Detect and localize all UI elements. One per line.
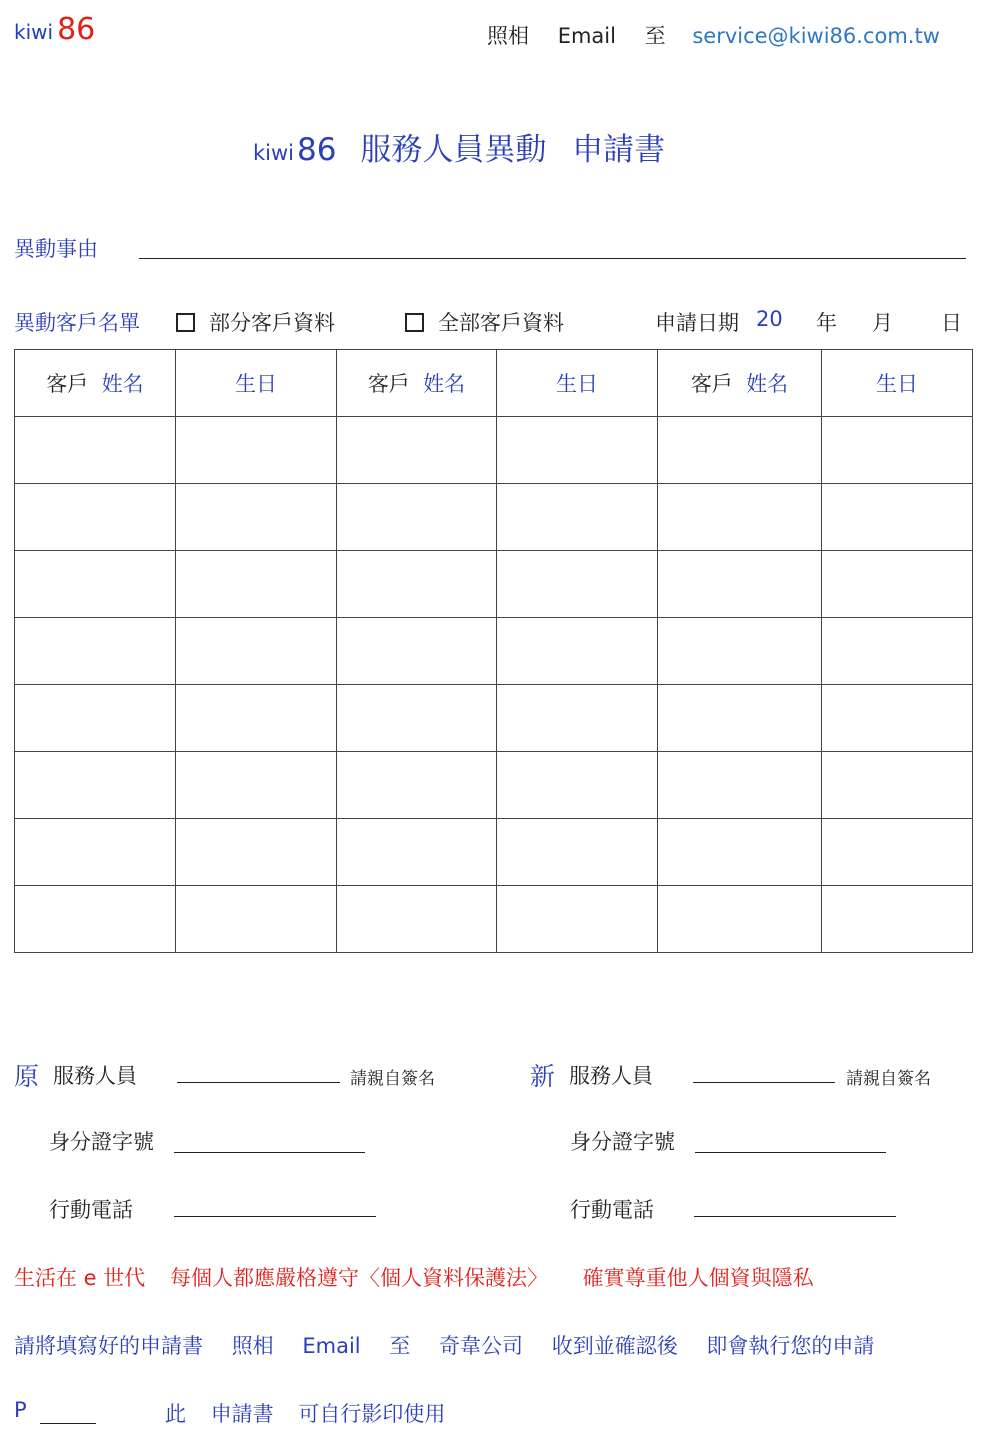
client-name-cell[interactable] bbox=[15, 417, 176, 484]
original-staff-label: 服務人員 bbox=[53, 1064, 137, 1088]
new-sign-note: 請親自簽名 bbox=[846, 1069, 931, 1089]
notice-fill: 請將填寫好的申請書 bbox=[14, 1334, 203, 1358]
original-phone-label: 行動電話 bbox=[49, 1198, 133, 1222]
client-name-cell[interactable] bbox=[337, 551, 497, 618]
table-row bbox=[15, 417, 973, 484]
table-row bbox=[15, 819, 973, 886]
footer-copy-note: 可自行影印使用 bbox=[298, 1402, 446, 1426]
birthday-cell[interactable] bbox=[176, 886, 337, 953]
header-contact bbox=[487, 20, 940, 50]
option-partial[interactable] bbox=[176, 307, 335, 337]
original-signature-line[interactable] bbox=[177, 1082, 340, 1083]
original-phone-line[interactable] bbox=[174, 1216, 376, 1217]
birthday-cell[interactable] bbox=[176, 484, 337, 551]
birthday-cell[interactable] bbox=[497, 886, 658, 953]
birthday-cell[interactable] bbox=[176, 417, 337, 484]
page-prefix: P bbox=[14, 1398, 27, 1422]
notice-part3: 確實尊重他人個資與隱私 bbox=[582, 1266, 814, 1290]
date-prefix: 20 bbox=[756, 307, 783, 331]
birthday-cell[interactable] bbox=[497, 819, 658, 886]
date-year: 年 bbox=[816, 311, 837, 335]
table-row bbox=[15, 484, 973, 551]
footer-note bbox=[165, 1398, 445, 1428]
client-name-cell[interactable] bbox=[15, 618, 176, 685]
option-all[interactable] bbox=[405, 307, 564, 337]
client-name-cell[interactable] bbox=[15, 484, 176, 551]
birthday-cell[interactable] bbox=[176, 752, 337, 819]
new-signature-line[interactable] bbox=[693, 1082, 835, 1083]
original-sign-note: 請親自簽名 bbox=[350, 1069, 435, 1089]
client-name-cell[interactable] bbox=[658, 417, 822, 484]
notice-to: 至 bbox=[389, 1334, 411, 1358]
birthday-cell[interactable] bbox=[822, 618, 973, 685]
header-client-name: 客戶 姓名 bbox=[15, 350, 176, 417]
birthday-cell[interactable] bbox=[176, 685, 337, 752]
birthday-cell[interactable] bbox=[822, 886, 973, 953]
table-row bbox=[15, 551, 973, 618]
header-client-name: 客戶 姓名 bbox=[337, 350, 497, 417]
header-email-address[interactable]: service@kiwi86.com.tw bbox=[692, 24, 940, 48]
original-marker: 原 bbox=[14, 1062, 40, 1091]
footer-this: 此 bbox=[165, 1402, 186, 1426]
client-name-cell[interactable] bbox=[337, 618, 497, 685]
privacy-notice bbox=[14, 1262, 814, 1292]
header-photo: 照相 bbox=[487, 24, 529, 48]
notice-photo: 照相 bbox=[231, 1334, 274, 1358]
reason-input-line[interactable] bbox=[139, 258, 966, 259]
date-day: 日 bbox=[941, 311, 962, 335]
date-month: 月 bbox=[872, 311, 893, 335]
birthday-cell[interactable] bbox=[176, 551, 337, 618]
birthday-cell[interactable] bbox=[497, 685, 658, 752]
new-staff-label: 服務人員 bbox=[569, 1064, 653, 1088]
client-name-cell[interactable] bbox=[658, 484, 822, 551]
client-name-cell[interactable] bbox=[337, 819, 497, 886]
client-name-cell[interactable] bbox=[15, 551, 176, 618]
client-name-cell[interactable] bbox=[658, 819, 822, 886]
client-table bbox=[14, 349, 973, 953]
title-logo-kiwi: kiwi bbox=[253, 141, 295, 165]
new-id-label: 身分證字號 bbox=[570, 1130, 675, 1154]
birthday-cell[interactable] bbox=[176, 618, 337, 685]
client-name-cell[interactable] bbox=[337, 484, 497, 551]
client-name-cell[interactable] bbox=[658, 551, 822, 618]
birthday-cell[interactable] bbox=[497, 551, 658, 618]
title-logo-number: 86 bbox=[297, 132, 337, 168]
table-row bbox=[15, 618, 973, 685]
header-birthday: 生日 bbox=[176, 350, 337, 417]
new-phone-label: 行動電話 bbox=[570, 1198, 654, 1222]
client-name-cell[interactable] bbox=[15, 886, 176, 953]
new-marker: 新 bbox=[530, 1062, 556, 1091]
birthday-cell[interactable] bbox=[497, 752, 658, 819]
brand-logo bbox=[14, 12, 95, 47]
partial-checkbox[interactable] bbox=[176, 313, 195, 332]
new-phone-line[interactable] bbox=[694, 1216, 896, 1217]
birthday-cell[interactable] bbox=[822, 551, 973, 618]
header-client-name: 客戶 姓名 bbox=[658, 350, 822, 417]
client-list-label: 異動客戶名單 bbox=[14, 311, 140, 335]
client-name-cell[interactable] bbox=[658, 886, 822, 953]
footer-form: 申請書 bbox=[210, 1402, 274, 1426]
table-row bbox=[15, 886, 973, 953]
birthday-cell[interactable] bbox=[176, 819, 337, 886]
title-text: 服務人員異動 bbox=[360, 132, 547, 168]
title-suffix: 申請書 bbox=[572, 132, 666, 168]
client-name-cell[interactable] bbox=[337, 752, 497, 819]
new-id-line[interactable] bbox=[695, 1152, 886, 1153]
birthday-cell[interactable] bbox=[497, 618, 658, 685]
birthday-cell[interactable] bbox=[822, 685, 973, 752]
original-id-label: 身分證字號 bbox=[49, 1130, 154, 1154]
client-name-cell[interactable] bbox=[337, 417, 497, 484]
birthday-cell[interactable] bbox=[822, 484, 973, 551]
client-name-cell[interactable] bbox=[15, 819, 176, 886]
notice-execute: 即會執行您的申請 bbox=[706, 1334, 875, 1358]
logo-kiwi-text: kiwi bbox=[14, 20, 54, 44]
client-name-cell[interactable] bbox=[15, 752, 176, 819]
notice-company: 奇韋公司 bbox=[439, 1334, 524, 1358]
original-id-line[interactable] bbox=[174, 1152, 365, 1153]
birthday-cell[interactable] bbox=[822, 819, 973, 886]
page-title bbox=[253, 124, 665, 169]
client-name-cell[interactable] bbox=[658, 618, 822, 685]
date-label: 申請日期 bbox=[655, 311, 739, 335]
logo-number: 86 bbox=[57, 12, 96, 47]
page-number-line[interactable] bbox=[40, 1423, 96, 1424]
table-row bbox=[15, 752, 973, 819]
client-name-cell[interactable] bbox=[658, 685, 822, 752]
table-row bbox=[15, 685, 973, 752]
header-birthday: 生日 bbox=[497, 350, 658, 417]
birthday-cell[interactable] bbox=[822, 752, 973, 819]
notice-part2: 每個人都應嚴格遵守〈個人資料保護法〉 bbox=[169, 1266, 548, 1290]
option-all-label: 全部客戶資料 bbox=[438, 311, 564, 335]
client-name-cell[interactable] bbox=[658, 752, 822, 819]
table-header-row bbox=[15, 350, 973, 417]
birthday-cell[interactable] bbox=[822, 417, 973, 484]
client-name-cell[interactable] bbox=[337, 685, 497, 752]
reason-label: 異動事由 bbox=[14, 237, 98, 261]
notice-received: 收到並確認後 bbox=[551, 1334, 678, 1358]
all-checkbox[interactable] bbox=[405, 313, 424, 332]
submission-notice bbox=[14, 1330, 874, 1360]
header-birthday: 生日 bbox=[822, 350, 973, 417]
birthday-cell[interactable] bbox=[497, 417, 658, 484]
birthday-cell[interactable] bbox=[497, 484, 658, 551]
header-to: 至 bbox=[644, 24, 666, 48]
client-name-cell[interactable] bbox=[337, 886, 497, 953]
notice-part1: 生活在 e 世代 bbox=[14, 1266, 146, 1290]
notice-email: Email bbox=[302, 1334, 361, 1358]
option-partial-label: 部分客戶資料 bbox=[209, 311, 335, 335]
client-name-cell[interactable] bbox=[15, 685, 176, 752]
header-email-label: Email bbox=[557, 24, 616, 48]
